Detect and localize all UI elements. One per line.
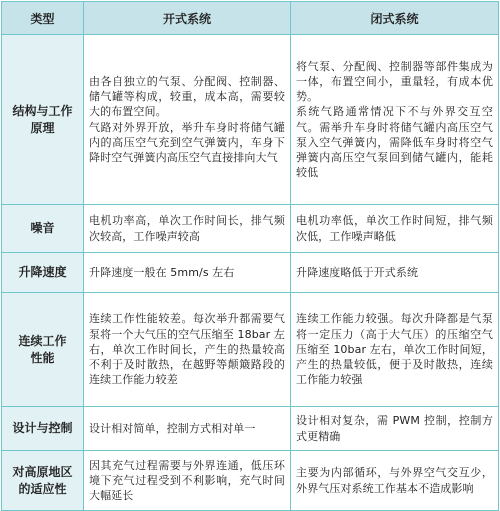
cell-text: 设计相对复杂，需 PWM 控制，控制方式更精确 [296,414,493,443]
category-label: 结构与工作 原理 [12,103,73,135]
row-category [2,451,84,511]
category-label: 噪音 [30,221,55,235]
cell-text: 将气泵、分配阀、控制器等部件集成为一体，布置空间小，重量轻，有成本优势。 系统气路通常情况下不与外界交互空气。需举升车身时将储气罐内高压空气泵入空气弹簧内，需降低车身时将空气弹簧内高压空气泵回到储气罐内，能耗较低 [296,59,493,180]
cell-text: 连续工作性能较差。每次举升都需要气泵将一个大气压的空气压缩至 18bar 左右，单次工作时间长，产生的热量较高不利于及时散热，在越野等颠簸路段的连续工作能力较差 [89,312,285,387]
category-label: 升降速度 [18,265,67,279]
header-open-system: 开式系统 [84,2,291,35]
table-row [2,205,499,253]
comparison-table [1,1,499,511]
header-type: 类型 [2,2,84,35]
header-row [2,2,499,35]
closed-system-cell [291,35,499,205]
cell-text: 电机功率低，单次工作时间短，排气频次低，工作噪声略低 [296,214,493,243]
category-label: 连续工作 性能 [18,333,67,365]
table-row [2,253,499,293]
comparison-table-container [1,1,498,508]
table-row [2,293,499,407]
row-category [2,407,84,451]
cell-text: 升降速度一般在 5mm/s 左右 [89,265,235,279]
category-label: 设计与控制 [12,421,73,435]
row-category [2,205,84,253]
cell-text: 主要为内部循环，与外界空气交互少，外界气压对系统工作基本不造成影响 [296,466,493,495]
open-system-cell [84,205,291,253]
open-system-cell [84,253,291,293]
cell-text: 因其充气过程需要与外界连通，低压环境下充气过程受到不利影响，充气时间大幅延长 [89,458,285,503]
open-system-cell [84,35,291,205]
table-row [2,451,499,511]
cell-text: 连续工作能力较强。每次升降都是气泵将一定压力（高于大气压）的压缩空气压缩至 10bar 左右，单次工作时间短，产生的热量较低，便于及时散热，连续工作能力较强 [296,312,493,387]
row-category [2,293,84,407]
row-category [2,253,84,293]
table-row [2,35,499,205]
closed-system-cell [291,205,499,253]
open-system-cell [84,293,291,407]
category-label: 对高原地区 的适应性 [12,464,73,496]
table-row [2,407,499,451]
header-closed-system: 闭式系统 [291,2,499,35]
row-category [2,35,84,205]
cell-text: 升降速度略低于开式系统 [296,265,419,279]
closed-system-cell [291,293,499,407]
cell-text: 由各自独立的气泵、分配阀、控制器、储气罐等构成，较重，成本高，需要较大的布置空间。 气路对外界开放，举升车身时将储气罐内的高压空气充到空气弹簧内，车身下降时空气弹簧内高压空气直接排向大气 [89,74,285,164]
closed-system-cell [291,451,499,511]
closed-system-cell [291,253,499,293]
open-system-cell [84,451,291,511]
closed-system-cell [291,407,499,451]
cell-text: 设计相对简单，控制方式相对单一 [89,421,256,435]
open-system-cell [84,407,291,451]
cell-text: 电机功率高，单次工作时间长，排气频次较高，工作噪声较高 [89,214,285,243]
